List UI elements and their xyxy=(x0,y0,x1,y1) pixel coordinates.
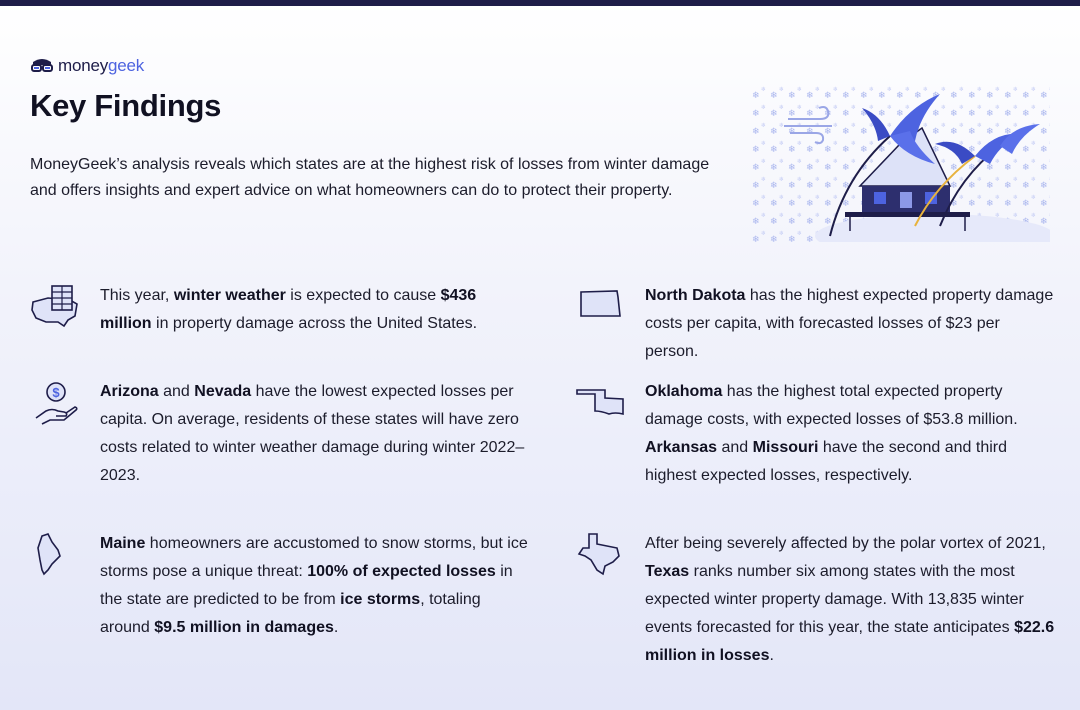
body-text: . xyxy=(333,619,339,636)
highlight-text: Arkansas xyxy=(645,439,718,456)
intro-paragraph: MoneyGeek’s analysis reveals which states are at the highest risk of losses from winter damage and offers insights and expert advice on what homeowners can do to protect their property. xyxy=(30,156,710,199)
finding-text xyxy=(645,530,1055,670)
highlight-text: $22.6 million in losses xyxy=(645,619,1055,664)
body-text: . xyxy=(769,647,774,664)
body-text: in property damage across the United States. xyxy=(151,315,478,332)
highlight-text: winter weather xyxy=(173,287,286,304)
finding-text xyxy=(100,530,530,642)
oklahoma-map-icon xyxy=(575,378,645,423)
finding-arizona-nevada xyxy=(30,378,530,490)
highlight-text: Maine xyxy=(100,535,146,552)
highlight-text: Texas xyxy=(645,563,690,580)
highlight-text: ice storms xyxy=(340,591,421,608)
highlight-text: Missouri xyxy=(752,439,819,456)
body-text: have the lowest expected losses per capita. On average, residents of these states will have zero costs related to winter weather damage during winter 2022–2023. xyxy=(100,383,525,484)
finding-texas xyxy=(575,530,1055,670)
body-text: After being severely affected by the polar vortex of 2021, xyxy=(645,535,1046,552)
finding-national-damage xyxy=(30,282,530,338)
finding-oklahoma xyxy=(575,378,1055,490)
highlight-text: $436 million xyxy=(100,287,477,332)
maine-map-icon xyxy=(30,530,100,585)
finding-text xyxy=(645,378,1055,490)
body-text: in the state are predicted to be from xyxy=(100,563,513,608)
highlight-text: 100% of expected losses xyxy=(307,563,496,580)
top-accent-bar xyxy=(0,0,1080,6)
body-text: has the highest total expected property damage costs, with expected losses of $53.8 million. xyxy=(645,383,1018,428)
highlight-text: $9.5 million in damages xyxy=(154,619,334,636)
page-title: Key Findings xyxy=(30,88,222,123)
finding-text xyxy=(100,282,530,338)
hand-coin-icon xyxy=(30,378,100,435)
body-text: is expected to cause xyxy=(285,287,441,304)
finding-text xyxy=(100,378,530,490)
logo-wordmark: moneygeek xyxy=(58,56,145,75)
highlight-text: North Dakota xyxy=(645,287,746,304)
body-text: , totaling around xyxy=(100,591,481,636)
body-text: and xyxy=(717,439,753,456)
body-text: ranks number six among states with the most expected winter property damage. With 13,835 winter events forecasted for this year, the state anticipates xyxy=(645,563,1024,636)
highlight-text: Nevada xyxy=(194,383,252,400)
geek-glasses-icon xyxy=(31,57,53,75)
highlight-text: Oklahoma xyxy=(645,383,723,400)
finding-north-dakota xyxy=(575,282,1055,366)
body-text: have the second and third highest expected losses, respectively. xyxy=(645,439,1008,484)
winter-storm-house-illustration xyxy=(750,86,1050,242)
finding-maine xyxy=(30,530,530,642)
svg-text:$: $ xyxy=(52,385,60,400)
moneygeek-logo[interactable] xyxy=(31,56,144,76)
body-text: homeowners are accustomed to snow storms, but ice storms pose a unique threat: xyxy=(100,535,528,580)
texas-map-icon xyxy=(575,530,645,581)
finding-text xyxy=(645,282,1055,366)
body-text: has the highest expected property damage costs per capita, with forecasted losses of $23 per person. xyxy=(645,287,1054,360)
body-text: and xyxy=(158,383,195,400)
highlight-text: Arizona xyxy=(100,383,159,400)
body-text: This year, xyxy=(100,287,174,304)
north-dakota-map-icon xyxy=(575,282,645,327)
us-map-building-icon xyxy=(30,282,100,335)
